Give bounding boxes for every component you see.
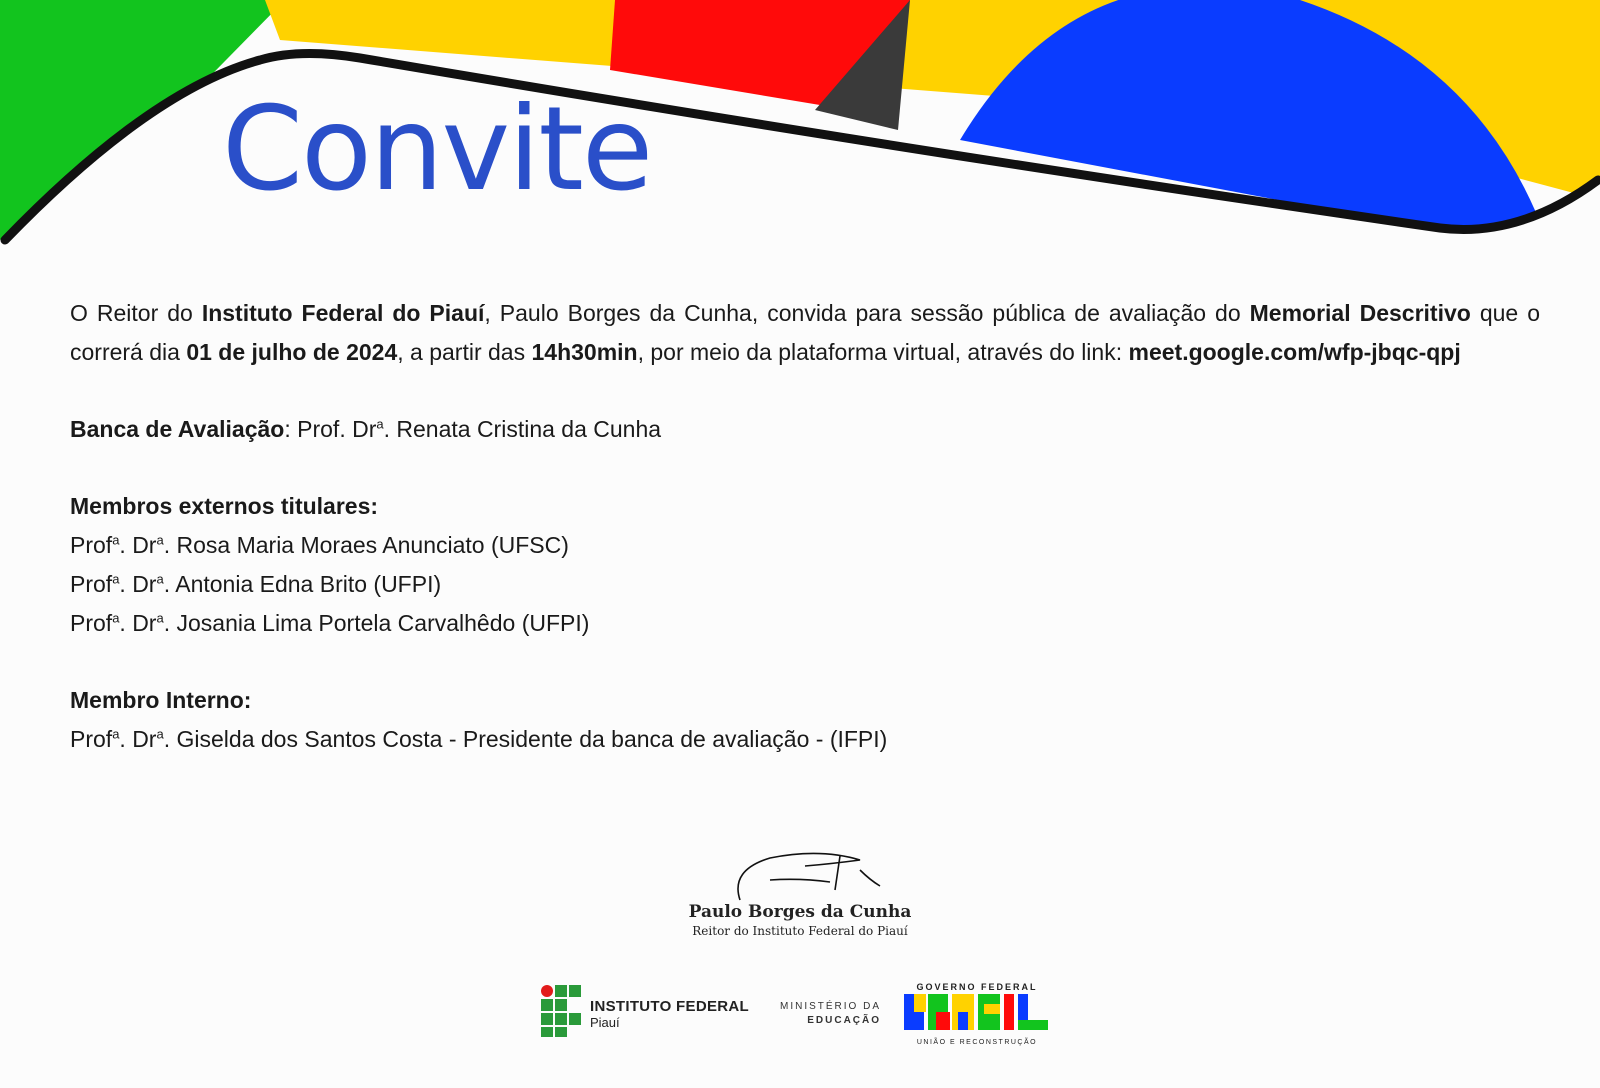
member-name: . Antonia Edna Brito (UFPI)	[163, 571, 442, 597]
mec-line1: MINISTÉRIO DA	[780, 1001, 882, 1012]
member-mid: . Dr	[119, 571, 157, 597]
invitation-body	[70, 294, 1540, 797]
member-sup: a	[112, 610, 120, 626]
intro-paragraph	[70, 294, 1540, 372]
if-logo-text	[590, 998, 749, 1030]
external-members-label	[70, 487, 1540, 526]
banca-section	[70, 410, 1540, 449]
gov-top: GOVERNO FEDERAL	[916, 982, 1038, 992]
member-name: . Rosa Maria Moraes Anunciato (UFSC)	[163, 532, 569, 558]
member-mid: . Dr	[119, 610, 157, 636]
institution-name: Instituto Federal do Piauí	[201, 300, 485, 326]
member-prefix: Prof	[70, 532, 113, 558]
external-label: Membros externos titulares:	[70, 493, 379, 519]
member-sup: a	[112, 532, 120, 548]
footer-logos	[540, 976, 1060, 1046]
internal-label: Membro Interno:	[70, 687, 252, 713]
member-sup: a	[112, 571, 120, 587]
mec-logo	[780, 1000, 881, 1028]
member-prefix: Prof	[70, 726, 113, 752]
intro-text-1: O Reitor do	[70, 300, 202, 326]
external-members-section	[70, 487, 1540, 643]
if-sub: Piauí	[590, 1015, 620, 1030]
member-sup: a	[112, 726, 120, 742]
signature-block	[680, 850, 920, 938]
mec-line2-text: EDUCAÇÃO	[807, 1015, 882, 1026]
member-name: . Giselda dos Santos Costa - Presidente da banca de avaliação - (IFPI)	[163, 726, 888, 752]
intro-text-4: , a partir das	[397, 339, 532, 365]
signature-scribble	[710, 850, 890, 908]
banca-name: . Renata Cristina da Cunha	[383, 416, 662, 442]
signer-name: Paulo Borges da Cunha	[688, 902, 912, 922]
external-member	[70, 565, 1540, 604]
internal-member-section	[70, 681, 1540, 759]
member-prefix: Prof	[70, 571, 113, 597]
gov-logo	[902, 982, 1052, 1046]
if-name: INSTITUTO FEDERAL	[590, 998, 749, 1015]
event-time: 14h30min	[531, 339, 638, 365]
if-logo-icon	[540, 984, 582, 1038]
internal-member-label	[70, 681, 1540, 720]
member-sup: a	[156, 610, 164, 626]
signer-role: Reitor do Instituto Federal do Piauí	[692, 924, 908, 938]
brasil-wordmark-icon	[902, 992, 1052, 1032]
banca-title: : Prof. Dr	[284, 416, 377, 442]
member-mid: . Dr	[119, 726, 157, 752]
banca-line	[70, 410, 1540, 449]
member-mid: . Dr	[119, 532, 157, 558]
intro-text-3: que o correrá dia	[70, 300, 1540, 365]
intro-text-5: , por meio da plataforma virtual, através do link:	[637, 339, 1129, 365]
mec-line2	[780, 1014, 881, 1028]
memorial-title: Memorial Descritivo	[1249, 300, 1471, 326]
page-title: Convite	[222, 82, 652, 217]
member-name: . Josania Lima Portela Carvalhêdo (UFPI)	[163, 610, 590, 636]
event-date: 01 de julho de 2024	[186, 339, 398, 365]
internal-member	[70, 720, 1540, 759]
gov-bottom: UNIÃO E RECONSTRUÇÃO	[916, 1039, 1038, 1046]
member-prefix: Prof	[70, 610, 113, 636]
member-sup: a	[156, 532, 164, 548]
meeting-link[interactable]: meet.google.com/wfp-jbqc-qpj	[1128, 339, 1461, 365]
member-sup: a	[156, 726, 164, 742]
banca-label: Banca de Avaliação	[70, 416, 285, 442]
external-member	[70, 526, 1540, 565]
banca-sup: a	[376, 416, 384, 432]
external-member	[70, 604, 1540, 643]
member-sup: a	[156, 571, 164, 587]
intro-text-2: , Paulo Borges da Cunha, convida para sessão pública de avaliação do	[484, 300, 1250, 326]
